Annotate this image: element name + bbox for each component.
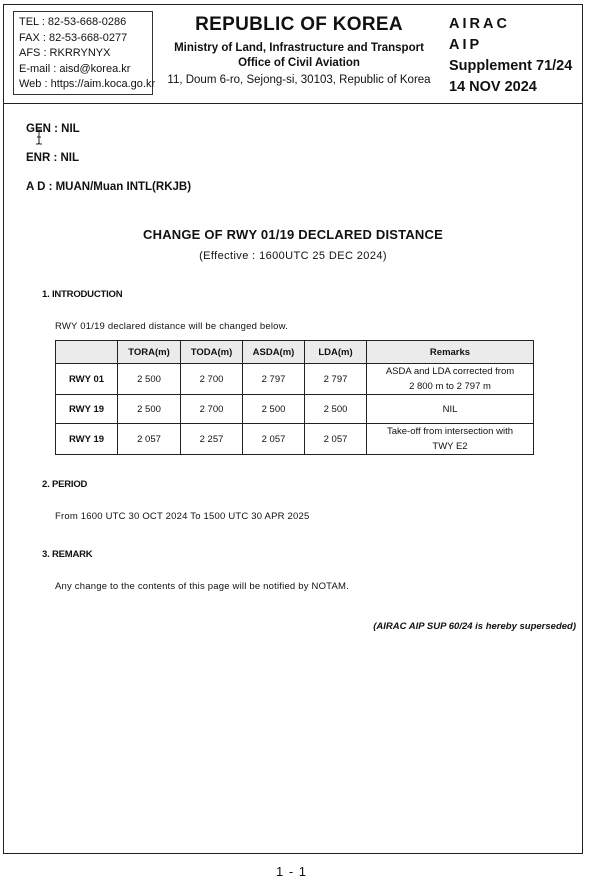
section-enr: ENR : NIL [26,152,80,164]
remarks-line-1: Take-off from intersection with [386,426,513,437]
remarks-line-1: NIL [442,403,458,415]
ministry-name: Ministry of Land, Infrastructure and Transport [174,42,424,54]
text-cursor-icon [35,129,43,145]
table-row [56,364,534,395]
remarks-line-2: 2 800 m to 2 797 m [409,381,491,392]
contact-web: Web : https://aim.koca.go.kr [19,78,156,91]
period-heading: 2. PERIOD [42,479,88,490]
address: 11, Doum 6-ro, Sejong-si, 30103, Republic of Korea [167,74,431,86]
remarks-cell [367,395,534,424]
declared-distance-table [55,340,534,455]
table-row [56,424,534,455]
contact-fax: FAX : 82-53-668-0277 [19,31,128,44]
toda-cell: 2 700 [181,364,243,395]
remarks-cell [367,424,534,455]
table-row [56,395,534,424]
tora-cell: 2 500 [118,395,181,424]
remarks-line-1: ASDA and LDA corrected from [385,366,515,377]
supplement-number: Supplement 71/24 [449,58,573,74]
office-name: Office of Civil Aviation [238,57,360,69]
contact-afs: AFS : RKRRYNYX [19,47,111,60]
country-title: REPUBLIC OF KOREA [195,14,403,35]
remark-text: Any change to the contents of this page will be notified by NOTAM. [55,581,349,592]
header-lda: LDA(m) [305,341,367,364]
asda-cell: 2 500 [243,395,305,424]
airac-block [449,14,581,98]
contact-box [13,11,156,95]
remarks-line-2: TWY E2 [432,441,468,452]
lda-cell: 2 500 [305,395,367,424]
tora-cell: 2 057 [118,424,181,455]
asda-cell: 2 057 [243,424,305,455]
introduction-text: RWY 01/19 declared distance will be changed below. [55,321,289,332]
authority-block [159,13,439,89]
page-frame [3,4,583,854]
remarks-cell [367,364,534,395]
affected-sections [26,118,191,205]
header-runway [56,341,118,364]
introduction-heading: 1. INTRODUCTION [42,289,123,300]
period-text: From 1600 UTC 30 OCT 2024 To 1500 UTC 30 APR 2025 [55,511,310,522]
tora-cell: 2 500 [118,364,181,395]
header-asda: ASDA(m) [243,341,305,364]
header [4,5,582,104]
page-number: 1 - 1 [275,864,307,879]
document-title: CHANGE OF RWY 01/19 DECLARED DISTANCE [143,227,443,242]
header-toda: TODA(m) [181,341,243,364]
header-remarks: Remarks [367,341,534,364]
header-tora: TORA(m) [118,341,181,364]
lda-cell: 2 797 [305,364,367,395]
table-header-row [56,341,534,364]
remark-heading: 3. REMARK [42,549,93,560]
asda-cell: 2 797 [243,364,305,395]
airac-label: AIRAC [449,16,510,32]
effective-date: (Effective : 1600UTC 25 DEC 2024) [199,250,387,262]
section-gen: GEN : NIL [26,123,80,135]
toda-cell: 2 257 [181,424,243,455]
section-ad: A D : MUAN/Muan INTL(RKJB) [26,181,192,193]
runway-cell: RWY 19 [56,424,118,455]
superseded-note: (AIRAC AIP SUP 60/24 is hereby superseded) [373,621,576,632]
runway-cell: RWY 01 [56,364,118,395]
contact-email: E-mail : aisd@korea.kr [19,62,131,75]
runway-cell: RWY 19 [56,395,118,424]
lda-cell: 2 057 [305,424,367,455]
toda-cell: 2 700 [181,395,243,424]
contact-tel: TEL : 82-53-668-0286 [19,16,127,28]
aip-label: AIP [449,37,483,53]
publication-date: 14 NOV 2024 [449,79,537,95]
